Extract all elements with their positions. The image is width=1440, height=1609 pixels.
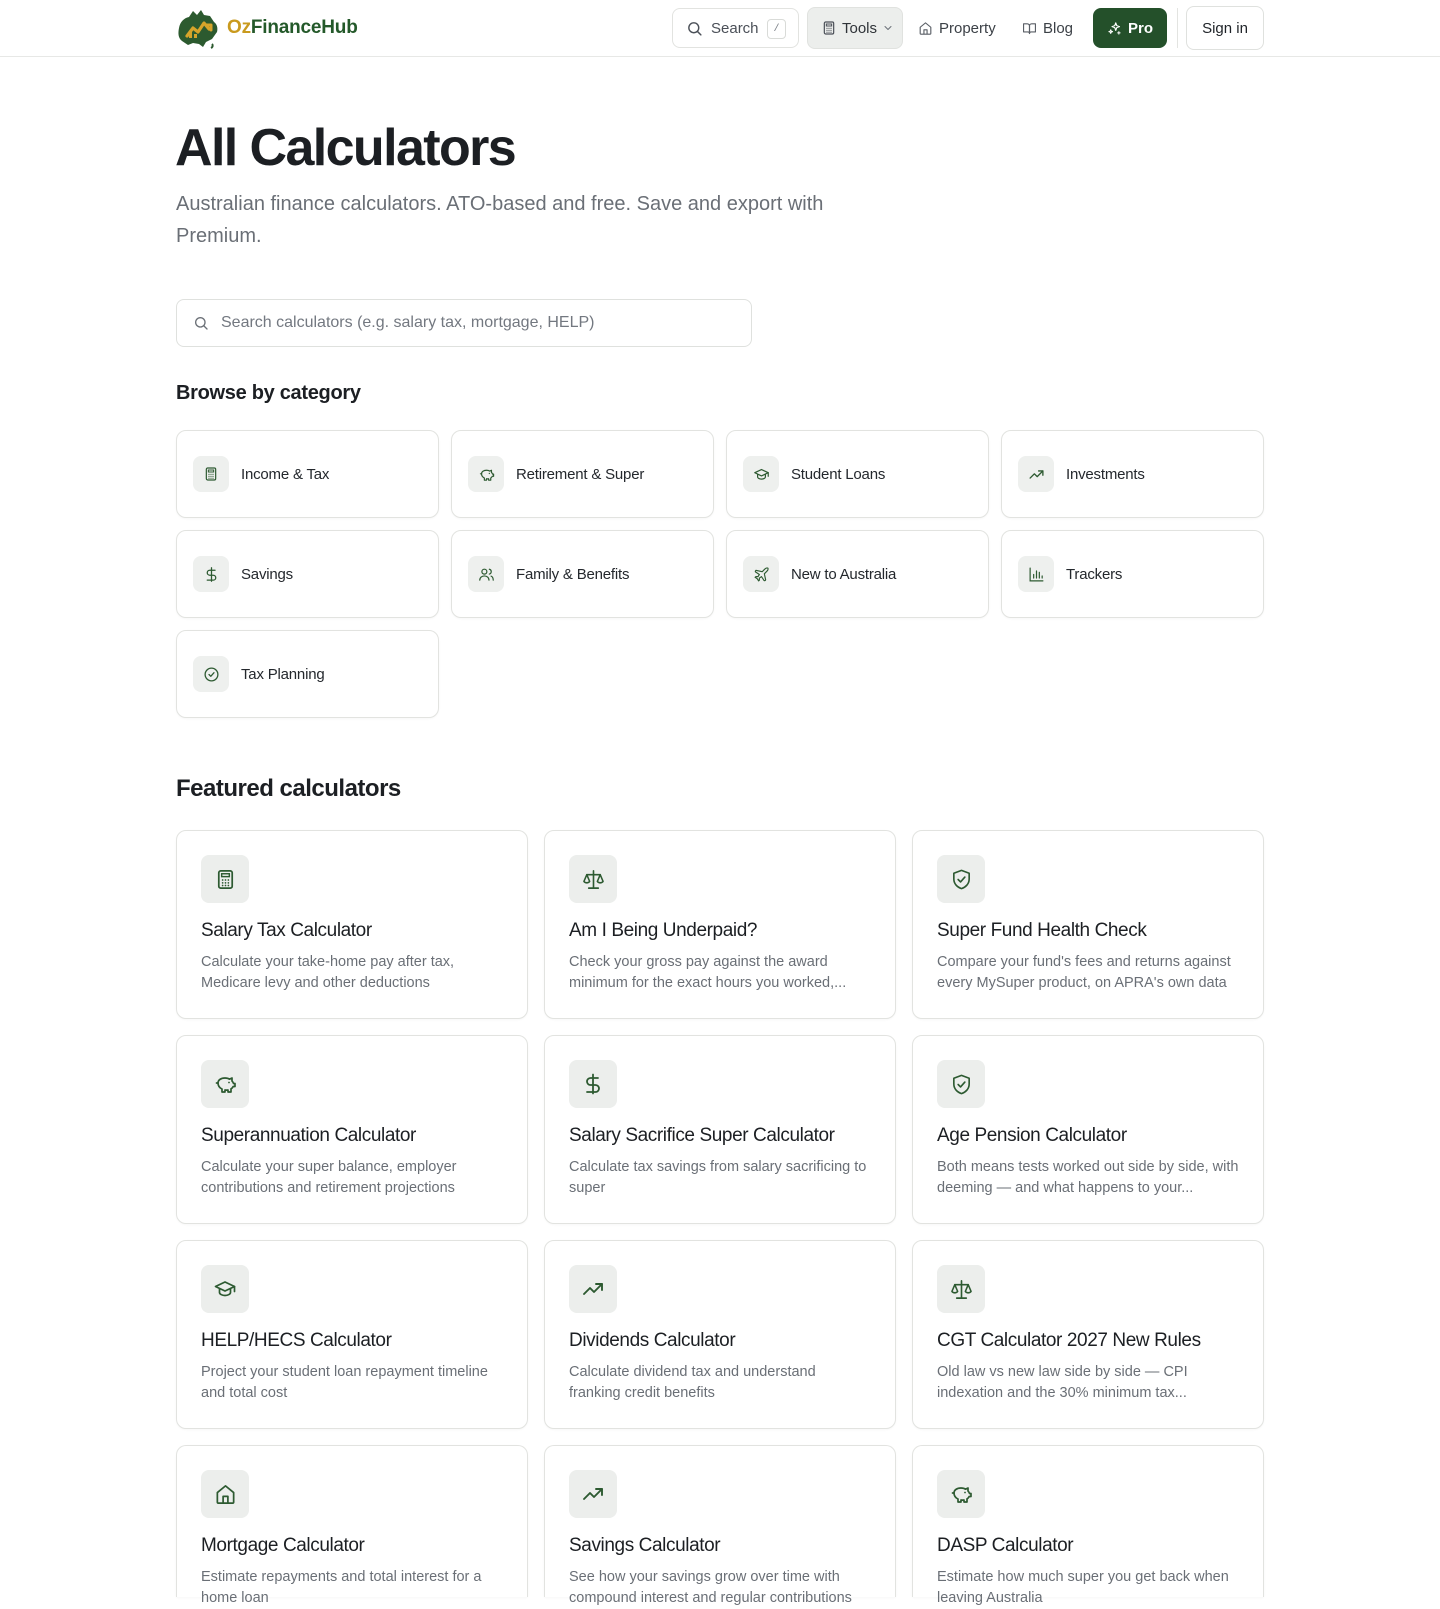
featured-icon-box	[201, 1265, 249, 1313]
featured-card-savings[interactable]	[544, 1445, 896, 1606]
category-icon-box	[468, 456, 504, 492]
featured-card-dividends[interactable]	[544, 1240, 896, 1429]
top-navbar	[0, 0, 1440, 57]
featured-card-description: Calculate tax savings from salary sacrificing to super	[569, 1159, 867, 1196]
users-icon	[478, 566, 495, 583]
featured-card-description: Calculate your super balance, employer contributions and retirement projections	[201, 1159, 457, 1196]
shield-check-icon	[950, 1073, 973, 1096]
featured-card-title: Super Fund Health Check	[937, 920, 1147, 941]
featured-card-description: Calculate dividend tax and understand franking credit benefits	[569, 1364, 816, 1401]
featured-card-super-health[interactable]	[912, 830, 1264, 1019]
piggy-bank-icon	[478, 466, 495, 483]
calculator-icon	[821, 20, 837, 36]
category-icon-box	[193, 556, 229, 592]
featured-card-description: Calculate your take-home pay after tax, Medicare levy and other deductions	[201, 954, 455, 991]
calculator-search-input[interactable]	[221, 314, 721, 332]
site-logo[interactable]	[175, 6, 358, 50]
featured-card-title: Salary Tax Calculator	[201, 920, 372, 941]
featured-card-title: Savings Calculator	[569, 1535, 721, 1556]
home-icon	[214, 1483, 237, 1506]
category-card-investments[interactable]	[1001, 430, 1264, 518]
category-icon-box	[193, 656, 229, 692]
search-shortcut-badge: /	[767, 19, 786, 39]
featured-card-title: CGT Calculator 2027 New Rules	[937, 1330, 1201, 1351]
featured-card-dasp[interactable]	[912, 1445, 1264, 1606]
featured-icon-box	[937, 855, 985, 903]
category-icon-box	[743, 556, 779, 592]
book-open-icon	[1022, 21, 1037, 36]
featured-card-title: Superannuation Calculator	[201, 1125, 416, 1146]
featured-card-description: Compare your fund's fees and returns against every MySuper product, on APRA's own data	[937, 954, 1231, 991]
featured-card-description: Both means tests worked out side by side, with deeming — and what happens to your...	[937, 1159, 1239, 1196]
category-icon-box	[1018, 556, 1054, 592]
featured-card-title: Dividends Calculator	[569, 1330, 736, 1351]
featured-card-salary-sacrifice[interactable]	[544, 1035, 896, 1224]
bar-chart-icon	[1028, 566, 1045, 583]
plane-icon	[753, 566, 770, 583]
header-search-label: Search	[711, 19, 759, 37]
sign-in-button[interactable]: Sign in	[1186, 6, 1264, 50]
featured-icon-box	[937, 1060, 985, 1108]
featured-card-superannuation[interactable]	[176, 1035, 528, 1224]
page-subtitle: Australian finance calculators. ATO-based and free. Save and export with Premium.	[176, 193, 824, 247]
category-label: Income & Tax	[241, 465, 330, 483]
featured-card-description: Check your gross pay against the award minimum for the exact hours you worked,...	[569, 954, 847, 991]
featured-icon-box	[569, 1060, 617, 1108]
dollar-sign-icon	[581, 1072, 605, 1096]
category-label: Student Loans	[791, 465, 886, 483]
search-icon	[193, 315, 209, 331]
featured-card-title: DASP Calculator	[937, 1535, 1074, 1556]
category-icon-box	[193, 456, 229, 492]
piggy-bank-icon	[213, 1072, 237, 1096]
header-search-button[interactable]	[672, 8, 799, 48]
nav-divider	[1177, 8, 1178, 48]
featured-icon-box	[937, 1470, 985, 1518]
nav-property-link[interactable]	[918, 8, 996, 48]
pro-button[interactable]	[1093, 8, 1167, 48]
featured-card-salary-tax[interactable]	[176, 830, 528, 1019]
featured-card-title: Salary Sacrifice Super Calculator	[569, 1125, 835, 1146]
shield-check-icon	[950, 868, 973, 891]
category-card-new-to-australia[interactable]	[726, 530, 989, 618]
search-icon	[686, 20, 703, 37]
category-card-family-benefits[interactable]	[451, 530, 714, 618]
category-label: Trackers	[1066, 565, 1123, 583]
nav-tools-dropdown[interactable]	[807, 7, 903, 49]
featured-icon-box	[201, 855, 249, 903]
featured-icon-box	[569, 1265, 617, 1313]
calculator-search-field[interactable]	[176, 299, 752, 347]
featured-icon-box	[569, 855, 617, 903]
featured-icon-box	[201, 1470, 249, 1518]
category-icon-box	[468, 556, 504, 592]
featured-card-description: See how your savings grow over time with compound interest and regular contributions	[569, 1569, 852, 1606]
browse-section-title: Browse by category	[176, 382, 361, 404]
category-icon-box	[1018, 456, 1054, 492]
category-card-trackers[interactable]	[1001, 530, 1264, 618]
category-card-retirement-super[interactable]	[451, 430, 714, 518]
category-card-income-tax[interactable]	[176, 430, 439, 518]
scale-icon	[582, 868, 605, 891]
calculator-icon	[214, 868, 237, 891]
featured-icon-box	[201, 1060, 249, 1108]
graduation-cap-icon	[213, 1277, 237, 1301]
featured-card-description: Project your student loan repayment timeline and total cost	[201, 1364, 488, 1401]
nav-property-label: Property	[939, 19, 996, 37]
featured-card-description: Estimate repayments and total interest for a home loan	[201, 1569, 482, 1606]
featured-card-description: Old law vs new law side by side — CPI indexation and the 30% minimum tax...	[937, 1364, 1188, 1401]
nav-blog-label: Blog	[1043, 19, 1074, 37]
pro-button-label: Pro	[1127, 19, 1153, 37]
featured-card-title: HELP/HECS Calculator	[201, 1330, 392, 1351]
featured-icon-box	[937, 1265, 985, 1313]
category-icon-box	[743, 456, 779, 492]
featured-card-help-hecs[interactable]	[176, 1240, 528, 1429]
logo-wordmark	[227, 17, 358, 39]
category-label: Retirement & Super	[516, 465, 645, 483]
category-label: Investments	[1066, 465, 1145, 483]
trending-up-icon	[581, 1482, 605, 1506]
featured-card-underpaid[interactable]	[544, 830, 896, 1019]
graduation-cap-icon	[753, 466, 770, 483]
australia-logo-icon	[175, 6, 221, 50]
chevron-down-icon	[882, 22, 894, 34]
home-icon	[918, 21, 933, 36]
category-card-savings[interactable]	[176, 530, 439, 618]
category-label: Savings	[241, 565, 293, 583]
category-label: New to Australia	[791, 565, 897, 583]
dollar-sign-icon	[203, 566, 220, 583]
category-card-student-loans[interactable]	[726, 430, 989, 518]
trending-up-icon	[581, 1277, 605, 1301]
nav-blog-link[interactable]	[1022, 8, 1073, 48]
featured-card-title: Am I Being Underpaid?	[569, 920, 758, 941]
featured-card-cgt-2027[interactable]	[912, 1240, 1264, 1429]
featured-card-age-pension[interactable]	[912, 1035, 1264, 1224]
featured-card-title: Age Pension Calculator	[937, 1125, 1127, 1146]
calculator-icon	[203, 466, 219, 482]
logo-text-oz: Oz	[227, 17, 251, 38]
nav-tools-label: Tools	[842, 19, 878, 37]
sparkles-icon	[1107, 21, 1122, 36]
featured-card-title: Mortgage Calculator	[201, 1535, 365, 1556]
trending-up-icon	[1028, 466, 1045, 483]
logo-text-rest: FinanceHub	[250, 17, 358, 38]
featured-card-description: Estimate how much super you get back when leaving Australia	[937, 1569, 1229, 1606]
featured-section-title: Featured calculators	[176, 775, 401, 802]
piggy-bank-icon	[949, 1482, 973, 1506]
scale-icon	[950, 1278, 973, 1301]
check-circle-icon	[203, 666, 220, 683]
category-label: Family & Benefits	[516, 565, 630, 583]
featured-icon-box	[569, 1470, 617, 1518]
featured-card-mortgage[interactable]	[176, 1445, 528, 1606]
category-label: Tax Planning	[241, 665, 325, 683]
category-card-tax-planning[interactable]	[176, 630, 439, 718]
page-title: All Calculators	[175, 119, 516, 177]
